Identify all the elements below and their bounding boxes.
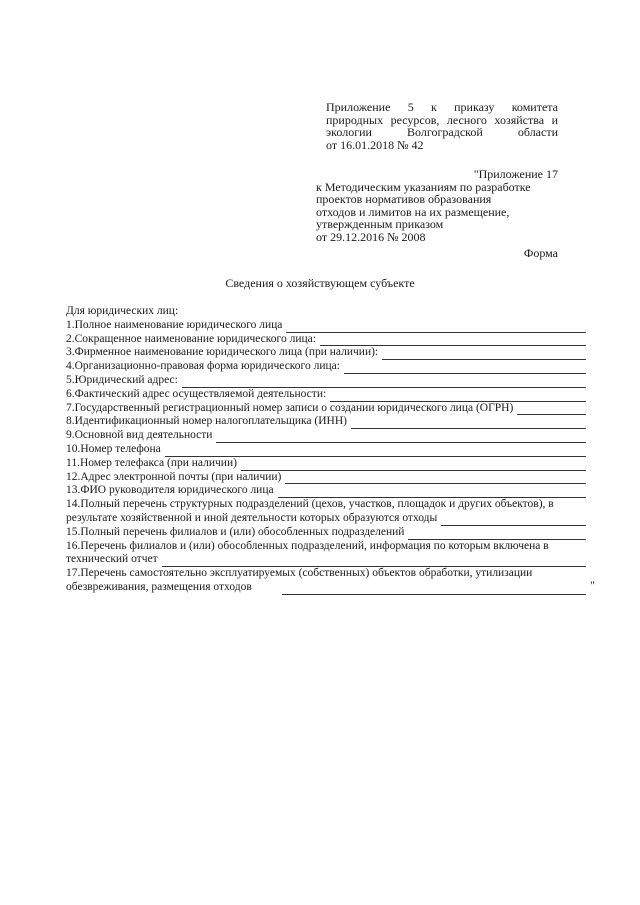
field-15-label: 15.Полный перечень филиалов и (или) обособленных подразделений xyxy=(66,525,405,538)
field-row xyxy=(66,333,586,347)
field-16 xyxy=(66,540,586,568)
field-label: 1.Полное наименование юридического лица xyxy=(66,318,283,331)
field-row xyxy=(66,374,586,388)
field-15-input-line[interactable] xyxy=(408,529,586,540)
field-input-line[interactable] xyxy=(320,335,586,346)
field-input-line[interactable] xyxy=(382,349,586,360)
field-17-input-line[interactable] xyxy=(282,584,586,595)
closing-quote: " xyxy=(590,578,595,592)
field-input-line[interactable] xyxy=(344,363,586,374)
appendix-17-header xyxy=(316,168,558,243)
field-input-line[interactable] xyxy=(286,322,586,333)
appendix-5-line-3: экологии Волгоградской области xyxy=(326,125,558,139)
field-input-line[interactable] xyxy=(351,418,586,429)
field-14 xyxy=(66,498,586,526)
appendix-17-line-1: "Приложение 17 xyxy=(473,167,558,181)
field-input-line[interactable] xyxy=(241,460,586,471)
field-row xyxy=(66,471,586,485)
field-row xyxy=(66,457,586,471)
form-fields xyxy=(66,305,586,595)
field-row xyxy=(66,346,586,360)
field-input-line[interactable] xyxy=(278,487,586,498)
appendix-17-line-3: проектов нормативов образования xyxy=(316,192,492,206)
appendix-5-header xyxy=(326,101,558,151)
intro-text: Для юридических лиц: xyxy=(66,305,179,317)
field-label: 3.Фирменное наименование юридического лица (при наличии): xyxy=(66,346,379,359)
field-16-input-line[interactable] xyxy=(162,556,586,567)
field-15 xyxy=(66,526,586,540)
field-label: 5.Юридический адрес: xyxy=(66,373,178,386)
field-label: 2.Сокращенное наименование юридического лица: xyxy=(66,332,316,345)
field-14-input-line[interactable] xyxy=(441,515,586,526)
field-label: 10.Номер телефона xyxy=(66,442,161,455)
appendix-17-line-2: к Методическим указаниям по разработке xyxy=(316,179,531,194)
field-row xyxy=(66,402,586,416)
field-17-row xyxy=(66,581,586,595)
field-input-line[interactable] xyxy=(517,404,586,415)
appendix-17-line-6: от 29.12.2016 № 2008 xyxy=(316,229,426,244)
field-17-label-line-1: 17.Перечень самостоятельно эксплуатируемых (собственных) объектов обработки, утилизации xyxy=(66,567,533,580)
field-label: 7.Государственный регистрационный номер записи о создании юридического лица (ОГРН) xyxy=(66,401,514,414)
field-16-label-line-2: технический отчет xyxy=(66,553,158,566)
field-14-label-line-1: 14.Полный перечень структурных подразделений (цехов, участков, площадок и других объектов), в xyxy=(66,498,554,511)
field-label: 12.Адрес электронной почты (при наличии) xyxy=(66,470,282,483)
field-input-line[interactable] xyxy=(165,446,586,457)
appendix-17-line-4: отходов и лимитов на их размещение, xyxy=(316,204,510,219)
field-16-label-line-1: 16.Перечень филиалов и (или) обособленных подразделений, информация по которым включена в xyxy=(66,539,549,552)
field-label: 11.Номер телефакса (при наличии) xyxy=(66,456,237,469)
field-row xyxy=(66,429,586,443)
field-16-row xyxy=(66,553,586,567)
appendix-5-line-4: от 16.01.2018 № 42 xyxy=(326,137,424,152)
appendix-17-line-5: утвержденным приказом xyxy=(316,217,444,231)
field-label: 6.Фактический адрес осуществляемой деятельности: xyxy=(66,387,327,400)
field-input-line[interactable] xyxy=(216,432,586,443)
appendix-5-line-2: природных ресурсов, лесного хозяйства и xyxy=(326,112,558,127)
field-input-line[interactable] xyxy=(182,377,586,388)
field-row xyxy=(66,484,586,498)
field-row xyxy=(66,319,586,333)
form-label: Форма xyxy=(523,246,558,260)
field-row xyxy=(66,415,586,429)
field-label: 8.Идентификационный номер налогоплательщика (ИНН) xyxy=(66,415,347,428)
field-label: 4.Организационно-правовая форма юридического лица: xyxy=(66,360,340,373)
appendix-5-line-1: Приложение 5 к приказу комитета xyxy=(326,100,558,114)
field-14-label-line-2: результате хозяйственной и иной деятельности которых образуются отходы xyxy=(66,511,438,524)
field-label: 9.Основной вид деятельности xyxy=(66,429,213,442)
field-row xyxy=(66,360,586,374)
field-input-line[interactable] xyxy=(285,473,586,484)
field-17-label-line-2: обезвреживания, размещения отходов xyxy=(66,580,252,593)
field-14-row xyxy=(66,512,586,526)
field-label: 13.ФИО руководителя юридического лица xyxy=(66,484,274,497)
field-row xyxy=(66,388,586,402)
field-17 xyxy=(66,567,586,595)
field-row xyxy=(66,443,586,457)
field-input-line[interactable] xyxy=(330,391,586,402)
document-title: Сведения о хозяйствующем субъекте xyxy=(225,276,415,290)
